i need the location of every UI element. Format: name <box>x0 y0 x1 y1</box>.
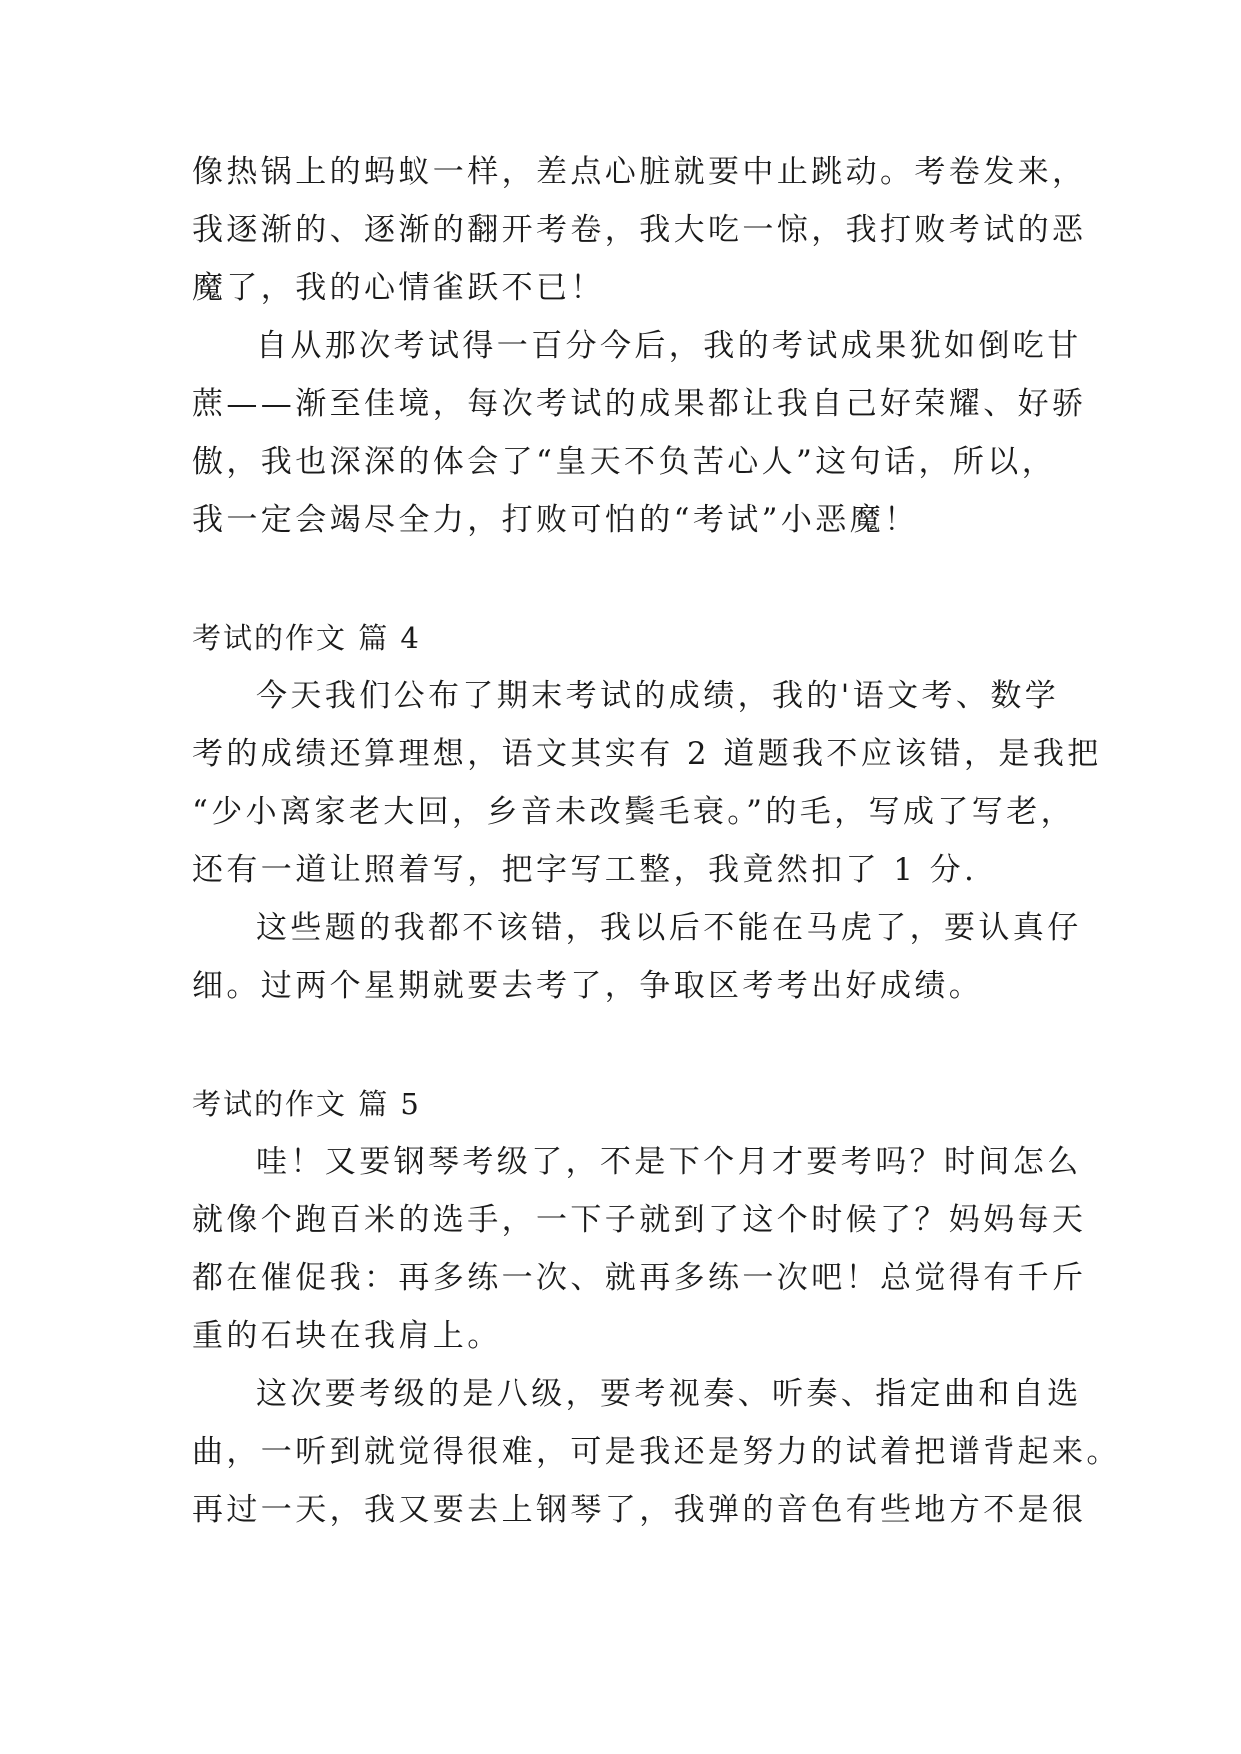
text-line: 蔗——渐至佳境，每次考试的成果都让我自己好荣耀、好骄 <box>192 386 1087 422</box>
text-line: 曲，一听到就觉得很难，可是我还是努力的试着把谱背起来。 <box>192 1434 1121 1470</box>
paragraph-first-line: 今天我们公布了期末考试的成绩，我的'语文考、数学 <box>256 678 1060 714</box>
text-line: 细。过两个星期就要去考了，争取区考考出好成绩。 <box>192 968 984 1004</box>
section-heading-part4: 考试的作文 篇 4 <box>192 621 421 655</box>
section-heading-part5: 考试的作文 篇 5 <box>192 1087 421 1121</box>
text-line: 魔了，我的心情雀跃不已！ <box>192 270 605 306</box>
text-line: 我一定会竭尽全力，打败可怕的“考试”小恶魔！ <box>192 502 919 538</box>
text-line: 都在催促我：再多练一次、就再多练一次吧！总觉得有千斤 <box>192 1260 1087 1296</box>
text-line: 重的石块在我肩上。 <box>192 1318 502 1354</box>
text-line: 我逐渐的、逐渐的翻开考卷，我大吃一惊，我打败考试的恶 <box>192 212 1087 248</box>
paragraph-first-line: 这些题的我都不该错，我以后不能在马虎了，要认真仔 <box>256 910 1082 946</box>
text-line: 再过一天，我又要去上钢琴了，我弹的音色有些地方不是很 <box>192 1492 1087 1528</box>
text-line: 就像个跑百米的选手，一下子就到了这个时候了？妈妈每天 <box>192 1202 1087 1238</box>
text-line: 傲，我也深深的体会了“皇天不负苦心人”这句话，所以， <box>192 444 1057 480</box>
paragraph-first-line: 自从那次考试得一百分今后，我的考试成果犹如倒吃甘 <box>256 328 1082 364</box>
paragraph-first-line: 这次要考级的是八级，要考视奏、听奏、指定曲和自选 <box>256 1376 1082 1412</box>
text-line: 还有一道让照着写，把字写工整，我竟然扣了 1 分. <box>192 852 978 888</box>
text-line: “少小离家老大回，乡音未改鬓毛衰。”的毛，写成了写老， <box>192 794 1075 830</box>
text-line: 像热锅上的蚂蚁一样，差点心脏就要中止跳动。考卷发来， <box>192 154 1087 190</box>
paragraph-first-line: 哇！又要钢琴考级了，不是下个月才要考吗？时间怎么 <box>256 1144 1082 1180</box>
text-line: 考的成绩还算理想，语文其实有 2 道题我不应该错，是我把 <box>192 736 1102 772</box>
